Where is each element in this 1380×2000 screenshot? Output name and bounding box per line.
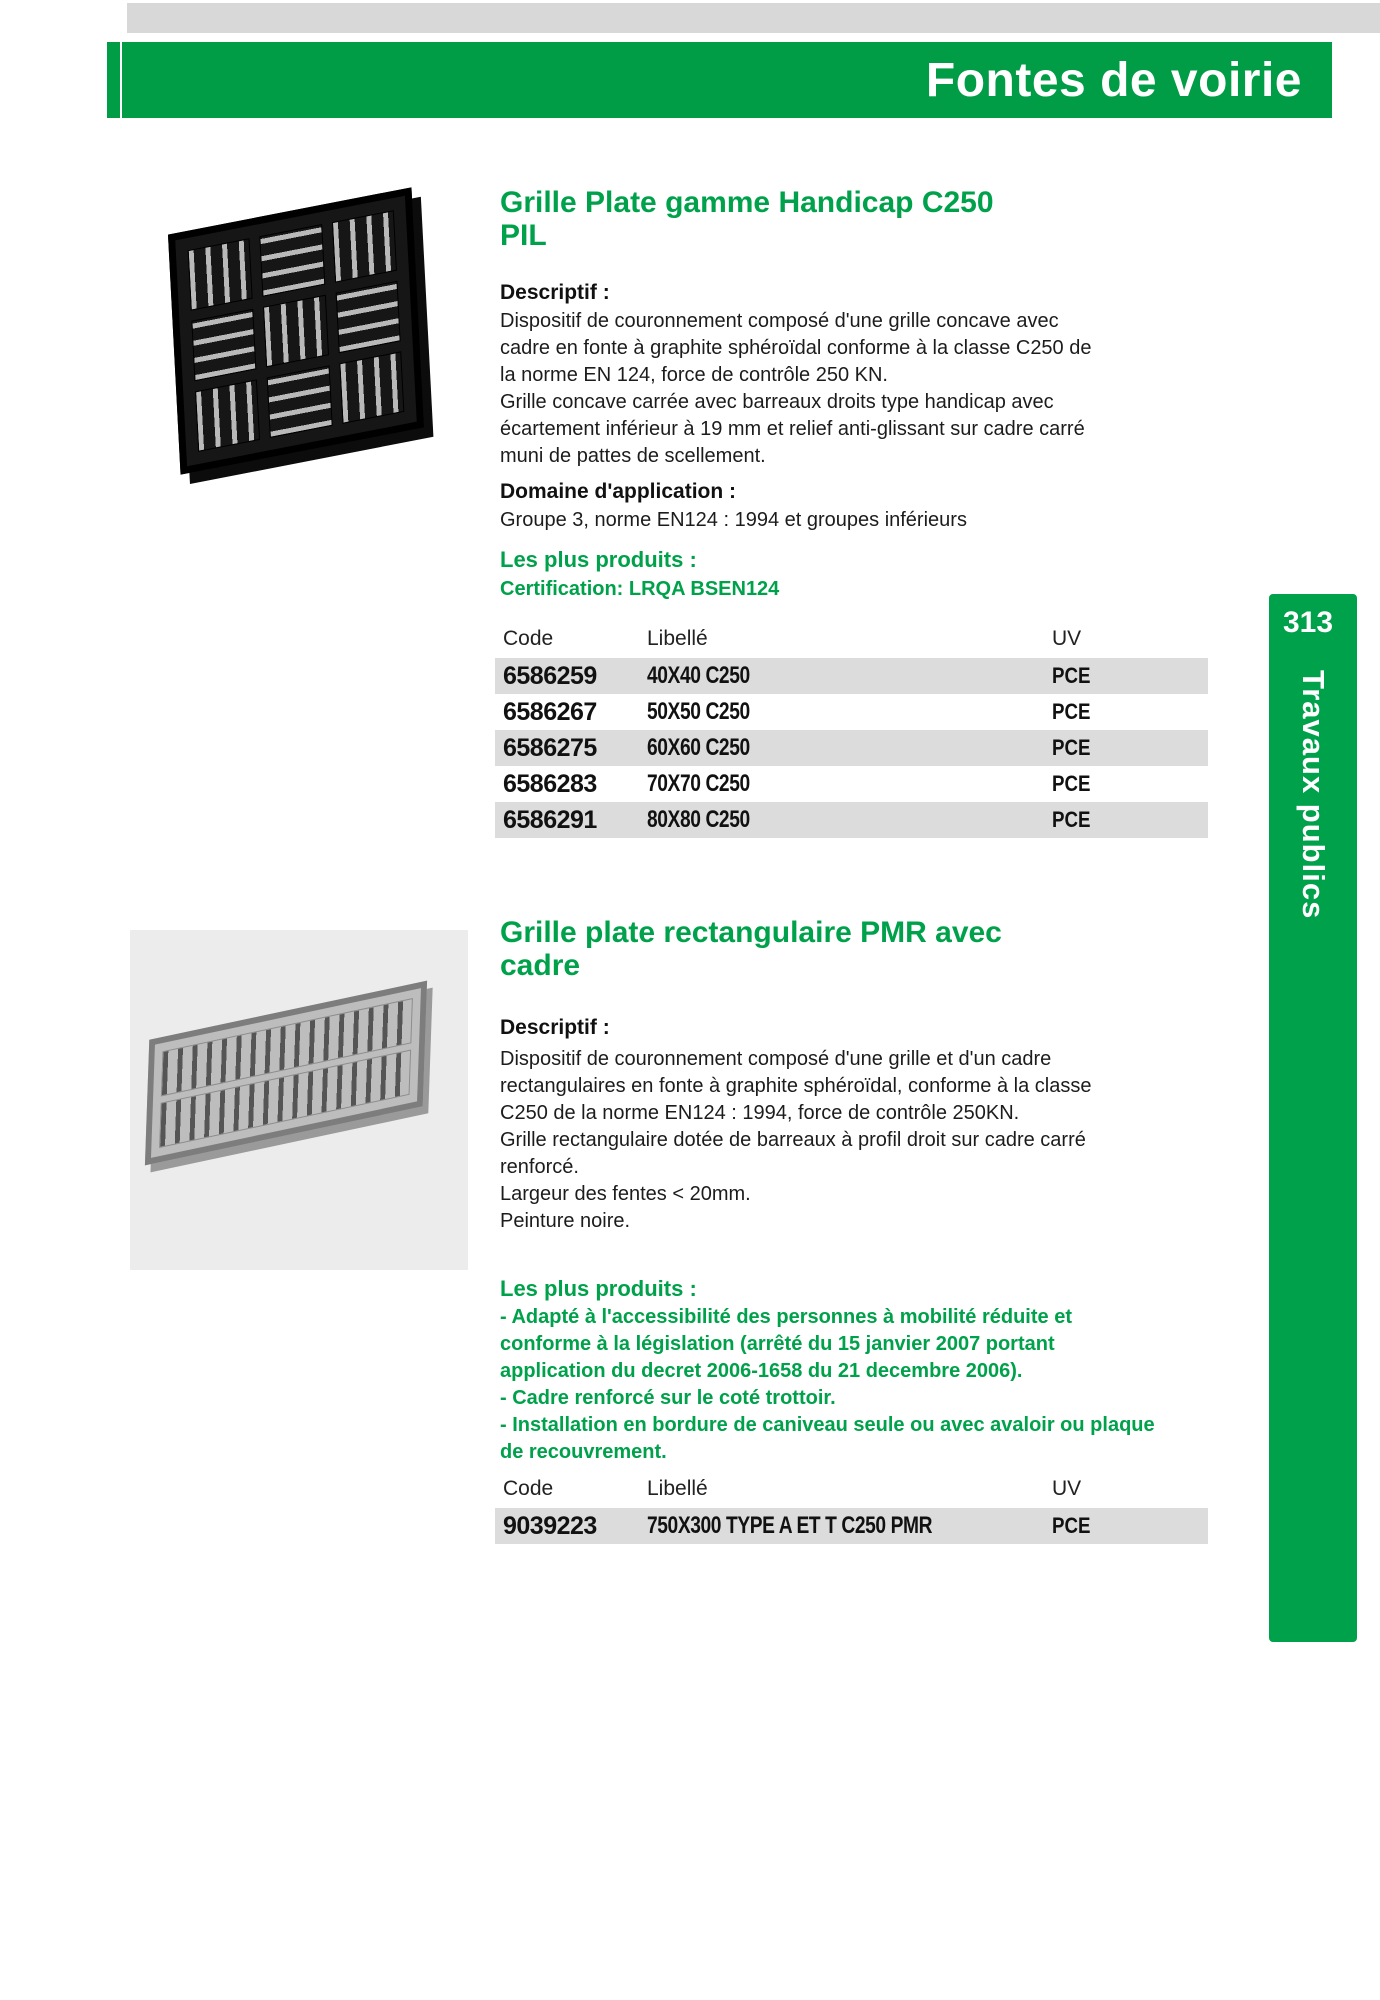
product1-table (495, 620, 1208, 838)
product2-plus-label: Les plus produits : (500, 1276, 697, 1301)
section-label: Travaux publics (1296, 670, 1331, 920)
col-header-libelle: Libellé (647, 627, 708, 650)
product1-plus-items (500, 576, 1160, 603)
product2-title-line1: Grille plate rectangulaire PMR avec (500, 916, 1002, 949)
product1-descriptif-p1: Dispositif de couronnement composé d'une grille concave avec cadre en fonte à graphite sphéroïdal conforme à la classe C250 de la norme EN 124, force de contrôle 250 KN. (500, 310, 1092, 386)
grate-slots (335, 281, 400, 354)
col-header-libelle: Libellé (647, 1477, 708, 1500)
table-row (495, 658, 1208, 694)
product2-descriptif-p1: Dispositif de couronnement composé d'une grille et d'un cadre rectangulaires en fonte à graphite sphéroïdal, conforme à la classe C250 de la norme EN124 : 1994, force de contrôle 250KN. (500, 1048, 1092, 1124)
product1-domaine-text: Groupe 3, norme EN124 : 1994 et groupes inférieurs (500, 509, 967, 531)
grate-slots (191, 309, 256, 382)
page-number: 313 (1283, 606, 1334, 639)
product1-descriptif-label: Descriptif : (500, 281, 610, 304)
section-side-tab (1269, 594, 1357, 1642)
cell-uv: PCE (1052, 735, 1091, 760)
grate-slots (263, 295, 328, 368)
cell-libelle: 50X50 C250 (647, 698, 750, 725)
product2-descriptif-p4: Peinture noire. (500, 1210, 631, 1232)
col-header-code: Code (503, 627, 554, 650)
product1-descriptif (500, 308, 1100, 470)
cell-uv: PCE (1052, 663, 1091, 688)
cell-libelle: 750X300 TYPE A ET T C250 PMR (647, 1512, 933, 1539)
cell-uv: PCE (1052, 1513, 1091, 1538)
page-header (122, 42, 1332, 118)
product1-title (500, 186, 1120, 252)
cell-code: 6586267 (503, 697, 597, 726)
product1-plus-item: Certification: LRQA BSEN124 (500, 578, 780, 600)
product2-plus-item: - Cadre renforcé sur le coté trottoir. (500, 1387, 836, 1409)
grate-slots (339, 351, 404, 424)
cell-libelle: 60X60 C250 (647, 734, 750, 761)
grate-slots (332, 210, 397, 283)
product1-domaine-label: Domaine d'application : (500, 480, 737, 503)
product2-descriptif (500, 1046, 1100, 1235)
product2-title-line2: cadre (500, 949, 581, 982)
product-image-1 (130, 190, 475, 475)
product2-title (500, 916, 1120, 982)
cell-libelle: 70X70 C250 (647, 770, 750, 797)
product2-plus-item: - Adapté à l'accessibilité des personnes à mobilité réduite et conforme à la législation (arrêté du 15 janvier 2007 portant application du decret 2006-1658 du 21 decembre 2006). (500, 1306, 1072, 1382)
top-gray-bar (127, 3, 1380, 33)
product2-plus-items (500, 1304, 1160, 1466)
product1-title-line1: Grille Plate gamme Handicap C250 (500, 186, 994, 219)
cell-uv: PCE (1052, 807, 1091, 832)
product1-title-line2: PIL (500, 219, 547, 252)
table-row (495, 694, 1208, 730)
table-row (495, 1508, 1208, 1544)
table-header-row (495, 1470, 1208, 1508)
header-left-tab (107, 42, 120, 118)
rectangular-grate-photo (145, 981, 427, 1166)
page-title: Fontes de voirie (925, 53, 1302, 107)
cell-libelle: 80X80 C250 (647, 806, 750, 833)
grate-slots (267, 365, 332, 438)
table-row (495, 802, 1208, 838)
product1-plus-label: Les plus produits : (500, 547, 697, 572)
product2-descriptif-p2: Grille rectangulaire dotée de barreaux à profil droit sur cadre carré renforcé. (500, 1129, 1086, 1178)
col-header-uv: UV (1052, 1477, 1082, 1500)
cell-code: 6586259 (503, 661, 597, 690)
cell-code: 6586275 (503, 733, 597, 762)
grate-slots (188, 238, 253, 311)
col-header-code: Code (503, 1477, 554, 1500)
grate-slots (195, 379, 260, 452)
product1-descriptif-p2: Grille concave carrée avec barreaux droits type handicap avec écartement inférieur à 19 mm et relief anti-glissant sur cadre carré muni de pattes de scellement. (500, 391, 1085, 467)
table-row (495, 766, 1208, 802)
product2-descriptif-label: Descriptif : (500, 1016, 610, 1039)
cell-code: 6586291 (503, 805, 597, 834)
product2-plus-item: - Installation en bordure de caniveau seule ou avec avaloir ou plaque de recouvrement. (500, 1414, 1155, 1463)
grate-slots (260, 224, 325, 297)
col-header-uv: UV (1052, 627, 1082, 650)
table-row (495, 730, 1208, 766)
square-grate-photo (168, 187, 424, 474)
cell-uv: PCE (1052, 699, 1091, 724)
product2-descriptif-p3: Largeur des fentes < 20mm. (500, 1183, 751, 1205)
cell-libelle: 40X40 C250 (647, 662, 750, 689)
cell-uv: PCE (1052, 771, 1091, 796)
table-header-row (495, 620, 1208, 658)
product2-table (495, 1470, 1208, 1544)
product-image-2 (130, 930, 468, 1270)
cell-code: 9039223 (503, 1511, 597, 1540)
cell-code: 6586283 (503, 769, 597, 798)
